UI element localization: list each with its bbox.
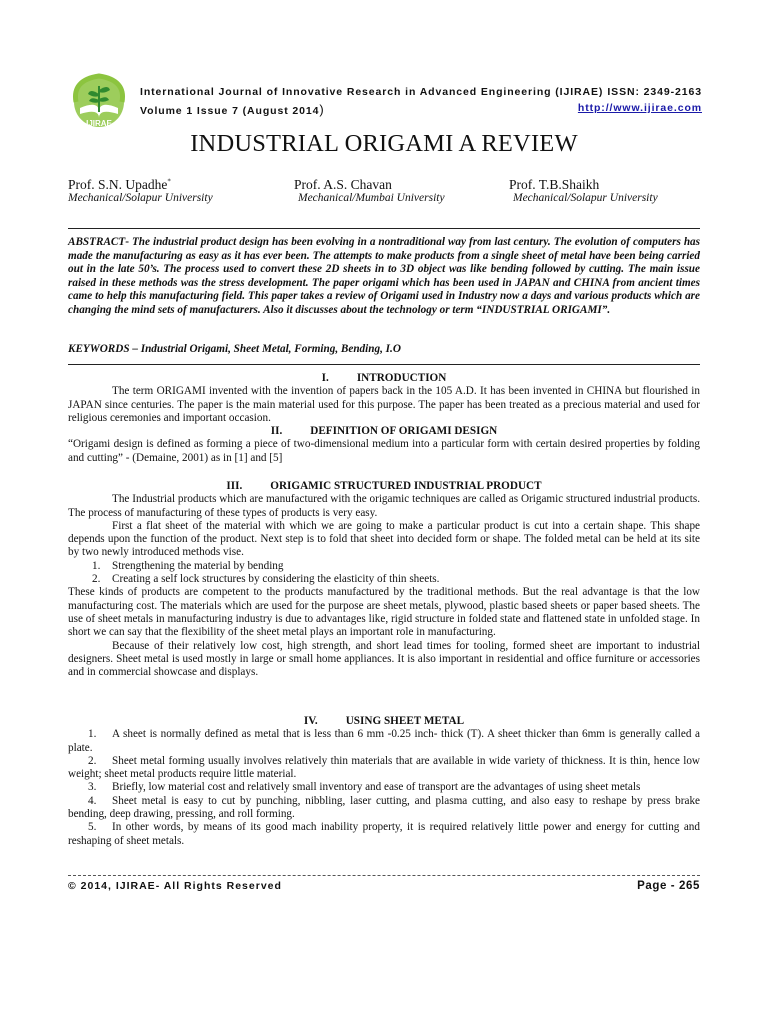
list-item: 5. In other words, by means of its good mach inability property, it is required relatively little power and energy for cutting and reshaping of sheet metals. (68, 821, 700, 847)
author-3-affiliation: Mechanical/Solapur University (513, 192, 658, 204)
paragraph: These kinds of products are competent to the products manufactured by the traditional methods. But the real advantage is that the low manufacturing cost. The materials which are used for the purpose are sheet metals, plywood, plastic based sheets or paper based sheets. The use of sheet metals in manufacturing industry is due to advantages like, rigid structure in folded state and flattened state in unfolded stage. In short we can say that the flexibility of the sheet metal plays an important role in manufacturing. (68, 586, 700, 639)
paragraph: First a flat sheet of the material with which we are going to make a particular product is cut into a certain shape. This shape depends upon the function of the product. Next step is to fold that sheet into decided form or shape. The folded metal can be held at its site by two newly introduced methods vise. (68, 519, 700, 559)
abstract-dash: - (125, 236, 129, 248)
list-item: 2. Sheet metal forming usually involves relatively thin materials that are available in wide variety of thickness. It is thin, hence low weight; sheet metal products require little material. (68, 754, 700, 781)
list-item: 3. Briefly, low material cost and relatively small inventory and ease of transport are the advantages of using sheet metals (88, 781, 641, 794)
section-sheet-metal (68, 715, 700, 848)
list-item: 1. A sheet is normally defined as metal that is less than 6 mm -0.25 inch- thick (T). A sheet thicker than 6mm is generally called a plate. (68, 728, 700, 754)
list-item: 4. Sheet metal is easy to cut by punching, nibbling, laser cutting, and plasma cutting, and also easy to reshape by press brake bending, deep drawing, pressing, and roll forming. (68, 794, 700, 821)
abstract (68, 236, 700, 318)
author-1 (68, 177, 171, 193)
logo-text: IJIRAE (86, 119, 112, 128)
list-item: 2. Creating a self lock structures by considering the elasticity of thin sheets. (92, 573, 440, 586)
abstract-text: The industrial product design has been evolving in a nontraditional way from last century. The evolution of computers has made the manufacturing as easy as it has ever been. The attempts to make products from a single sheet of metal have been being carried out in the late 50’s. The process used to convert these 2D sheets in to 3D object was like bending followed by cutting. The main issue raised in these methods was the stress development. The paper origami which has been used in JAPAN and CHINA from ancient times came to help this manufacturing field. This paper takes a review of Origami used in Industry now a days and various products which are changing the mind sets of manufacturers. Also it discusses about the technology or term “INDUSTRIAL ORIGAMI”. (68, 236, 701, 316)
paragraph: Because of their relatively low cost, high strength, and short lead times for tooling, formed sheet are important to industrial designers. Sheet metal is used mostly in large or small home appliances. It is also important in residential and office furniture or accessories and in commercial showcase and displays. (68, 639, 700, 679)
author-mark: * (167, 177, 171, 186)
footer-divider (68, 875, 700, 876)
author-name: Prof. T.B.Shaikh (509, 177, 600, 192)
section-heading: I. INTRODUCTION (321, 372, 447, 384)
section-heading: IV. USING SHEET METAL (303, 715, 465, 727)
section-origamic-products (68, 480, 700, 679)
author-3 (509, 177, 599, 193)
volume-info: Volume 1 Issue 7 (August 2014 (140, 105, 320, 117)
paragraph: The term ORIGAMI invented with the invention of papers back in the 105 A.D. It has been invented in CHINA but flourished in JAPAN since centuries. The paper is the main material used for this purpose. The paper has been treated as a precious material and used for religious ceremonies and important occasion. (68, 385, 700, 424)
section-definition (68, 425, 700, 465)
issn: ISSN: 2349-2163 (607, 86, 702, 98)
volume-paren: ) (319, 102, 325, 117)
journal-volume-line (140, 102, 702, 116)
list-item: 1. Strengthening the material by bending (92, 559, 284, 572)
paragraph: “Origami design is defined as forming a piece of two-dimensional medium into a particular form with certain desired properties by folding and cutting” - (Demaine, 2001) as in [1] and [5] (68, 438, 700, 464)
divider (68, 228, 700, 229)
paragraph: The Industrial products which are manufactured with the origamic techniques are called as Origamic structured industrial products. The process of manufacturing of these types of products is very easy. (68, 493, 700, 519)
author-2-affiliation: Mechanical/Mumbai University (298, 192, 445, 204)
author-2 (294, 177, 392, 193)
divider (68, 364, 700, 365)
section-introduction (68, 372, 700, 425)
keywords: KEYWORDS – Industrial Origami, Sheet Metal, Forming, Bending, I.O (68, 343, 401, 355)
journal-name: International Journal of Innovative Research in Advanced Engineering (IJIRAE) (140, 86, 604, 98)
section-heading: III. ORIGAMIC STRUCTURED INDUSTRIAL PRODUCT (226, 480, 542, 492)
author-1-affiliation: Mechanical/Solapur University (68, 192, 213, 204)
journal-header-line (140, 86, 702, 100)
author-name: Prof. S.N. Upadhe (68, 177, 168, 192)
author-name: Prof. A.S. Chavan (294, 177, 392, 192)
journal-logo (66, 72, 132, 132)
copyright: © 2014, IJIRAE- All Rights Reserved (68, 880, 282, 892)
journal-url-link[interactable]: http://www.ijirae.com (577, 102, 702, 114)
abstract-label: ABSTRACT (68, 236, 126, 248)
paper-title: INDUSTRIAL ORIGAMI A REVIEW (190, 130, 578, 157)
section-heading: II. DEFINITION OF ORIGAMI DESIGN (270, 425, 498, 437)
page-number: Page - 265 (637, 880, 700, 892)
